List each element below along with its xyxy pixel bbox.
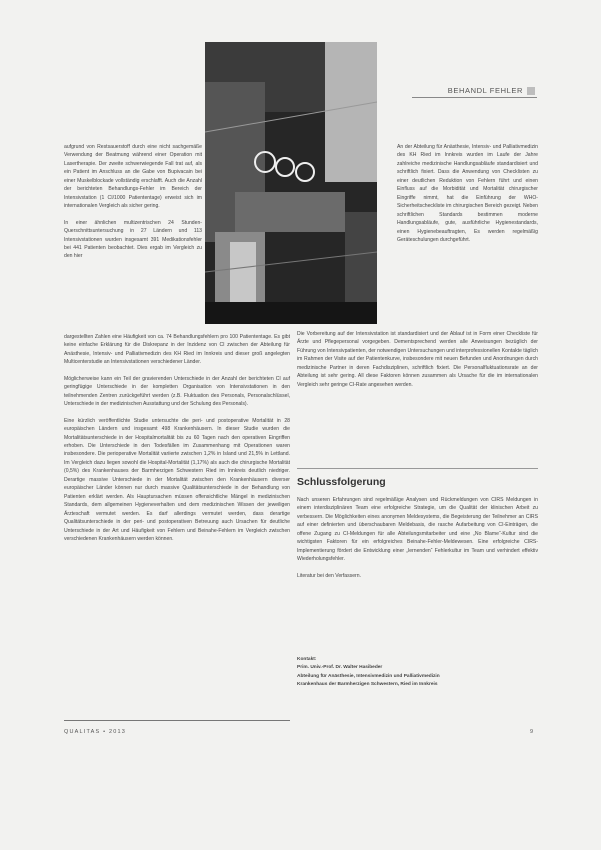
paragraph: Die Vorbereitung auf der Intensivstation ist standardisiert und der Ablauf ist in Form einer Checkliste für Ärzte und Pflegepersonal vorgegeben. Dementsprechend werden alle Anweisungen bezüglich der Führung von Intensivpatienten, der notwendigen Untersuchungen und interprofessionellen Kontakte täglich im Rahmen der Visite auf der Patientenkurve, insbesondere mit neuen Befunden und Anordnungen durch medizinische Partner in deren Fachdisziplinen, schriftlich fixiert. Die Personalfluktuationsrate an der Abteilung ist sehr gering. All diese Faktoren können zusammen als Ursache für die im internationalen Vergleich sehr geringe CI-Rate angesehen werden.: [297, 331, 538, 388]
contact-name: Prim. Univ.-Prof. Dr. Walter Hasibeder: [297, 665, 383, 671]
contact-block: [297, 656, 538, 690]
section-label: BEHANDL FEHLER: [447, 86, 523, 95]
paragraph: An der Abteilung für Anästhesie, Intensiv- und Palliativmedizin des KH Ried im Innkreis wurden im Laufe der Jahre zahlreiche medizinische Handlungsabläufe standardisiert und schriftlich fixiert. Dass die Anwendung von Checklisten zu einer deutlichen Reduktion von Fehlern führt und einen Einfluss auf die Morbidität und Mortalität chirurgischer Eingriffe nimmt, hat die Einführung der WHO-Sicherheitscheckliste im chirurgischen Bereich gezeigt. Neben schriftlichen Standards bestimmen moderne Handlungsabläufe, gute, ausführliche Hygienestandards, einen Hygienebeauftragten, Es werden regelmäßig Geräteschulungen durchgeführt.: [397, 144, 538, 243]
contact-department: Abteilung für Anästhesie, Intensivmedizin und Palliativmedizin: [297, 673, 440, 679]
paragraph: In einer ähnlichen multizentrischen 24 Stunden-Querschnittsuntersuchung in 27 Ländern und 113 Intensivstationen wurden insgesamt 391 Medikationsfehler bei 441 Patienten beobachtet. Dies ergab im Vergleich zu den hier: [64, 219, 202, 260]
contact-label: Kontakt:: [297, 657, 317, 662]
paragraph: dargestellten Zahlen eine Häufigkeit von ca. 74 Behandlungsfehlern pro 100 Patiententage. Es gibt keine einfache Erklärung für die Diskrepanz in der Inzidenz von CI zwischen der Abteilung für Anästhesie, Intensiv- und Palliativmedizin des KH Ried im Innkreis und dieser groß angelegten Multicenterstudie an Intensivstationen verschiedener Länder.: [64, 334, 290, 366]
contact-hospital: Krankenhaus der Barmherzigen Schwestern, Ried im Innkreis: [297, 682, 438, 688]
left-wide-column: [64, 333, 290, 551]
photo-graphic: [205, 42, 377, 324]
journal-name: QUALITAS • 2013: [64, 729, 127, 735]
section-rule: [412, 97, 537, 98]
graffiti-wall-photo: [205, 42, 377, 324]
left-column: [64, 143, 202, 269]
paragraph: Nach unseren Erfahrungen sind regelmäßige Analysen und Rückmeldungen von CIRS Meldungen in einem interdisziplinären Team eine erfolgreiche Strategie, um die Qualität der klinischen Arbeit zu verbessern. Die Möglichkeiten eines anonymen Meldesystems, die Begeisterung der Teilnehmer an CIRS auf einer definierten und überschaubaren Meldebasis, die rasche Aufarbeitung von CI-Einträgen, die offene Zugang zu CI-Meldungen für alle Abteilungsmitarbeiter und eine „No Blame“-Kultur sind die wichtigsten Faktoren für ein erfolgreiches Beinahe-Fehler-Meldewesen. Eine erfolgreiche CIRS-Implementierung fördert die Entwicklung einer „lernenden“ Fehlerkultur im Team und verhindert effektiv Wiederholungsfehler.: [297, 497, 538, 563]
section-tag: [448, 86, 535, 95]
section-heading: Schlussfolgerung: [297, 476, 386, 488]
footer-rule: [64, 720, 290, 721]
right-column: [397, 143, 538, 252]
right-wide-column: [297, 330, 538, 397]
section-marker-icon: [527, 87, 535, 95]
paragraph: Eine kürzlich veröffentlichte Studie untersuchte die peri- und postoperative Mortalität in 28 europäischen Ländern und insgesamt 498 Krankenhäusern. In dieser Studie wurden die Mortalitätsunterschiede in der Hospitalmortalität bis zu 60 Tagen nach den operativen Eingriffen erhoben. Die Unterschiede in den Todesfällen im Zusammenhang mit Operationen waren insbesondere. Die perioperative Mortalität variierte zwischen 1,2% in Island und 21,5% in Lettland. Im Vergleich dazu liegen sowohl die Hospital-Mortalität (1,17%) als auch die chirurgische Mortalität (0,5%) des Krankenhauses der Barmherzigen Schwestern Ried im Innkreis deutlich niedriger. Derartige massive Unterschiede in der Mortalität zwischen den Krankenhäusern diverser europäischer Länder können nur durch massive Qualitätsunterschiede in der Behandlung von Patienten erklärt werden. Als Hauptursachen müssen offensichtliche Mängel in medizinischen Standards, dem allgemeinen Hygieneverhalten und dem medizinischen Wissen der jeweiligen Ärzteschaft vermutet werden. Es darf allerdings vermutet werden, dass derartige Qualitätsunterschiede in der peri- und postoperativen Betreuung auch Ursachen für deutliche Unterschiede in der Art und Häufigkeit von Fehlern und Beinahe-Fehlern im Vergleich zwischen verschiedenen Krankenhäusern werden können.: [64, 417, 290, 542]
page-number: 9: [530, 729, 534, 735]
paragraph: aufgrund von Restsauerstoff durch eine nicht sachgemäße Verwendung der Beatmung während einer Operation mit Lasertherapie. Der zweite schwerwiegende Fall trat auf, als ein Patient im Anschluss an die Gabe von Bupivacain bei einer Muskelblockade vollständig erschlafft. Auch die Anzahl der berichteten Behandlungs-Fehler im Bereich der Intensivstation (1 CI/1000 Patiententage) erweist sich im internationalen Vergleich als sicher gering.: [64, 144, 202, 210]
conclusion-column: [297, 496, 538, 588]
heading-rule: [297, 468, 538, 469]
references-note: Literatur bei den Verfassern.: [297, 572, 361, 579]
paragraph: Möglicherweise kann ein Teil der gravierenden Unterschiede in der Anzahl der berichteten CI auf geringfügige Unterschiede in der kompletten Organisation von Intensivstationen in den teilnehmenden Zentren zurückgeführt werden (z.B. Fluktuation des Personals, Personalschlüssel, Unterschiede in der medizinischen Ausstattung und der Schulung des Personals).: [64, 375, 290, 408]
